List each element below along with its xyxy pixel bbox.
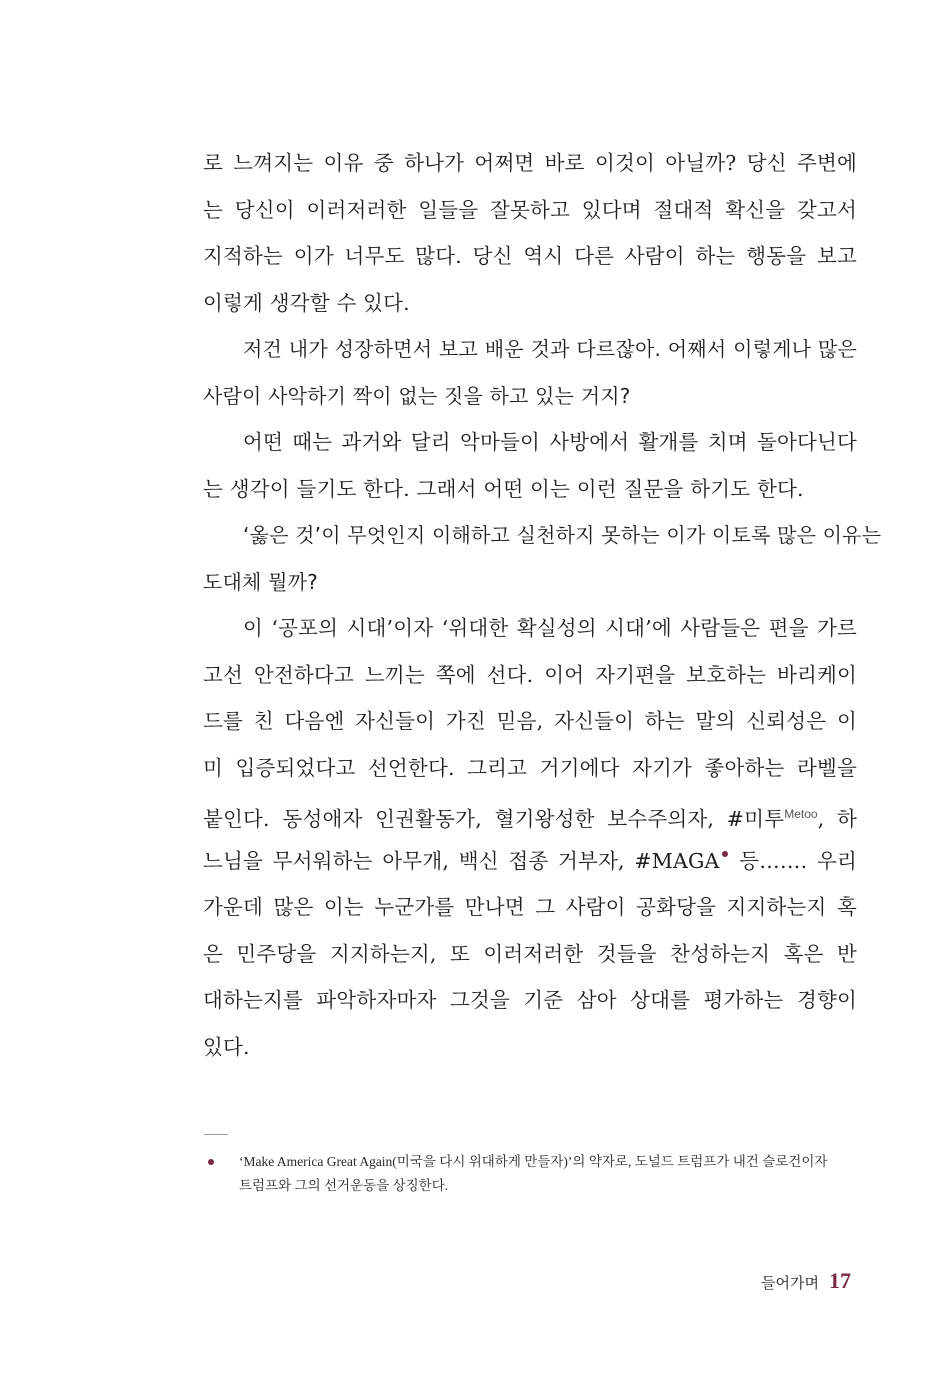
text-line: 는 생각이 들기도 한다. 그래서 어떤 이는 이런 질문을 하기도 한다. <box>203 476 804 501</box>
quote-line: 도대체 뭘까? <box>203 569 318 594</box>
text-line: 대하는지를 파악하자마자 그것을 기준 삼아 상대를 평가하는 경향이 <box>203 988 857 1012</box>
footnote <box>204 1150 864 1198</box>
quote-line: 저건 내가 성장하면서 보고 배운 것과 다르잖아. 어째서 이렇게나 많은 <box>243 337 857 361</box>
quote-line: ‘옳은 것’이 무엇인지 이해하고 실천하지 못하는 이가 이토록 많은 이유는 <box>243 523 882 547</box>
text-line: 가운데 많은 이는 누군가를 만나면 그 사람이 공화당을 지지하는지 혹 <box>203 895 857 919</box>
page-number: 17 <box>829 1268 851 1293</box>
text-line: 이렇게 생각할 수 있다. <box>203 290 410 315</box>
text-segment: , 하 <box>817 807 858 831</box>
text-segment: 느님을 무서워하는 아무개, 백신 접종 거부자, #MAGA <box>203 848 720 873</box>
text-line: 이 ‘공포의 시대’이자 ‘위대한 확실성의 시대’에 사람들은 편을 가르 <box>243 616 857 640</box>
footnote-line: ‘Make America Great Again(미국을 다시 위대하게 만들자)’의 약자로, 도널드 트럼프가 내건 슬로건이자 <box>239 1154 828 1169</box>
text-line: 지적하는 이가 너무도 많다. 당신 역시 다른 사람이 하는 행동을 보고 <box>203 244 857 268</box>
text-line: 미 입증되었다고 선언한다. 그리고 거기에다 자기가 좋아하는 라벨을 <box>203 755 857 780</box>
footnote-marker-icon[interactable] <box>722 851 728 857</box>
text-segment: 등……. 우리 <box>729 848 857 873</box>
running-section-title: 들어가며 <box>761 1274 819 1292</box>
text-line: 어떤 때는 과거와 달리 악마들이 사방에서 활개를 치며 돌아다닌다 <box>243 430 857 454</box>
text-line: 로 느껴지는 이유 중 하나가 어쩌면 바로 이것이 아닐까? 당신 주변에 <box>203 151 857 175</box>
text-line <box>203 791 857 838</box>
body-text <box>203 140 882 1070</box>
superscript-annotation: Metoo <box>784 807 818 821</box>
text-line: 은 민주당을 지지하는지, 또 이러저러한 것들을 찬성하는지 혹은 반 <box>203 941 857 966</box>
text-line: 는 당신이 이러저러한 일들을 잘못하고 있다며 절대적 확신을 갖고서 <box>203 197 857 222</box>
text-line <box>203 838 857 885</box>
page-footer <box>761 1268 851 1294</box>
footnote-bullet-icon <box>208 1159 214 1165</box>
text-segment: 붙인다. 동성애자 인권활동가, 혈기왕성한 보수주의자, #미투 <box>203 807 785 831</box>
footnote-divider <box>204 1134 228 1135</box>
text-line: 있다. <box>203 1034 250 1059</box>
text-line: 드를 친 다음엔 자신들이 가진 믿음, 자신들이 하는 말의 신뢰성은 이 <box>203 709 857 733</box>
quote-line: 사람이 사악하기 짝이 없는 짓을 하고 있는 거지? <box>203 383 631 408</box>
footnote-line: 트럼프와 그의 선거운동을 상징한다. <box>239 1178 449 1193</box>
text-line: 고선 안전하다고 느끼는 쪽에 선다. 이어 자기편을 보호하는 바리케이 <box>203 662 857 687</box>
